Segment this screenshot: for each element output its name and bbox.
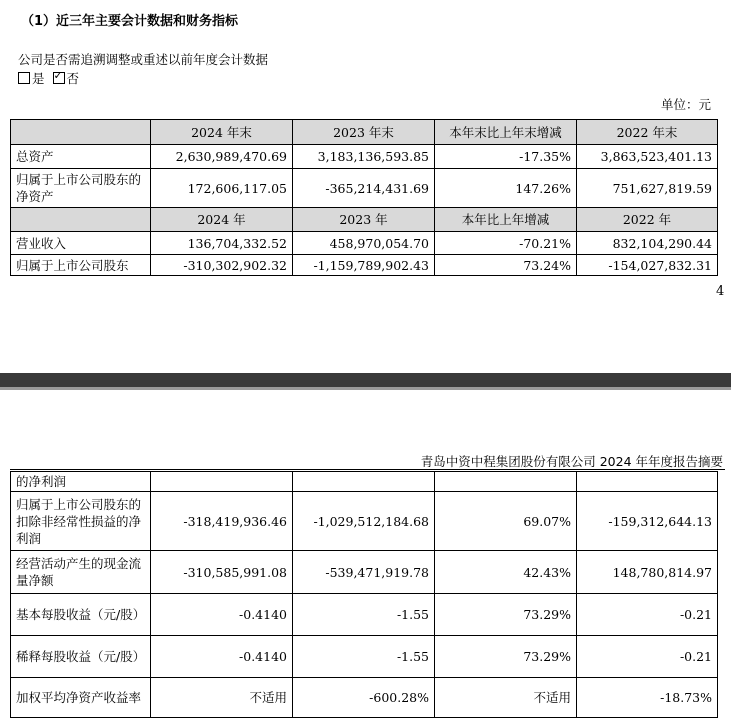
- header-rule: [10, 469, 725, 470]
- no-checkbox[interactable]: [53, 72, 65, 84]
- restatement-options: [18, 69, 79, 87]
- table-row: 营业收入 136,704,332.52 458,970,054.70 -70.21% 832,104,290.44: [11, 232, 718, 255]
- page-separator: [0, 373, 731, 387]
- header-change-end: 本年末比上年末增减: [435, 120, 577, 145]
- table-row: 归属于上市公司股东 -310,302,902.32 -1,159,789,902.43 73.24% -154,027,832.31: [11, 255, 718, 276]
- table-row: 基本每股收益（元/股） -0.4140 -1.55 73.29% -0.21: [11, 594, 718, 636]
- table-row: 归属于上市公司股东的扣除非经常性损益的净利润 -318,419,936.46 -1,029,512,184.68 69.07% -159,312,644.13: [11, 492, 718, 551]
- financial-table-bottom: [10, 471, 718, 718]
- table-row: 的净利润: [11, 472, 718, 492]
- header-blank: [11, 120, 151, 145]
- section-heading: （1）近三年主要会计数据和财务指标: [21, 14, 239, 29]
- page-separator-shadow: [0, 387, 731, 390]
- header-2023-end: 2023 年末: [293, 120, 435, 145]
- header-2022: 2022 年: [577, 208, 718, 232]
- yes-label: 是: [32, 71, 45, 86]
- table-row: 归属于上市公司股东的净资产 172,606,117.05 -365,214,431.69 147.26% 751,627,819.59: [11, 169, 718, 208]
- header-2023: 2023 年: [293, 208, 435, 232]
- table-row: 加权平均净资产收益率 不适用 -600.28% 不适用 -18.73%: [11, 678, 718, 718]
- table-row: 经营活动产生的现金流量净额 -310,585,991.08 -539,471,919.78 42.43% 148,780,814.97: [11, 551, 718, 594]
- restatement-question: 公司是否需追溯调整或重述以前年度会计数据: [18, 52, 269, 67]
- header-2022-end: 2022 年末: [577, 120, 718, 145]
- no-label: 否: [66, 71, 80, 86]
- document-header: 青岛中资中程集团股份有限公司 2024 年年度报告摘要: [420, 454, 723, 469]
- financial-table-top: [10, 119, 718, 276]
- header-2024-end: 2024 年末: [151, 120, 293, 145]
- table-row: 总资产 2,630,989,470.69 3,183,136,593.85 -17.35% 3,863,523,401.13: [11, 145, 718, 169]
- header-change: 本年比上年增减: [435, 208, 577, 232]
- page-number: 4: [716, 284, 725, 299]
- unit-label: 单位：元: [660, 97, 711, 112]
- header-2024: 2024 年: [151, 208, 293, 232]
- table-row: 稀释每股收益（元/股） -0.4140 -1.55 73.29% -0.21: [11, 636, 718, 678]
- yes-checkbox[interactable]: [18, 72, 30, 84]
